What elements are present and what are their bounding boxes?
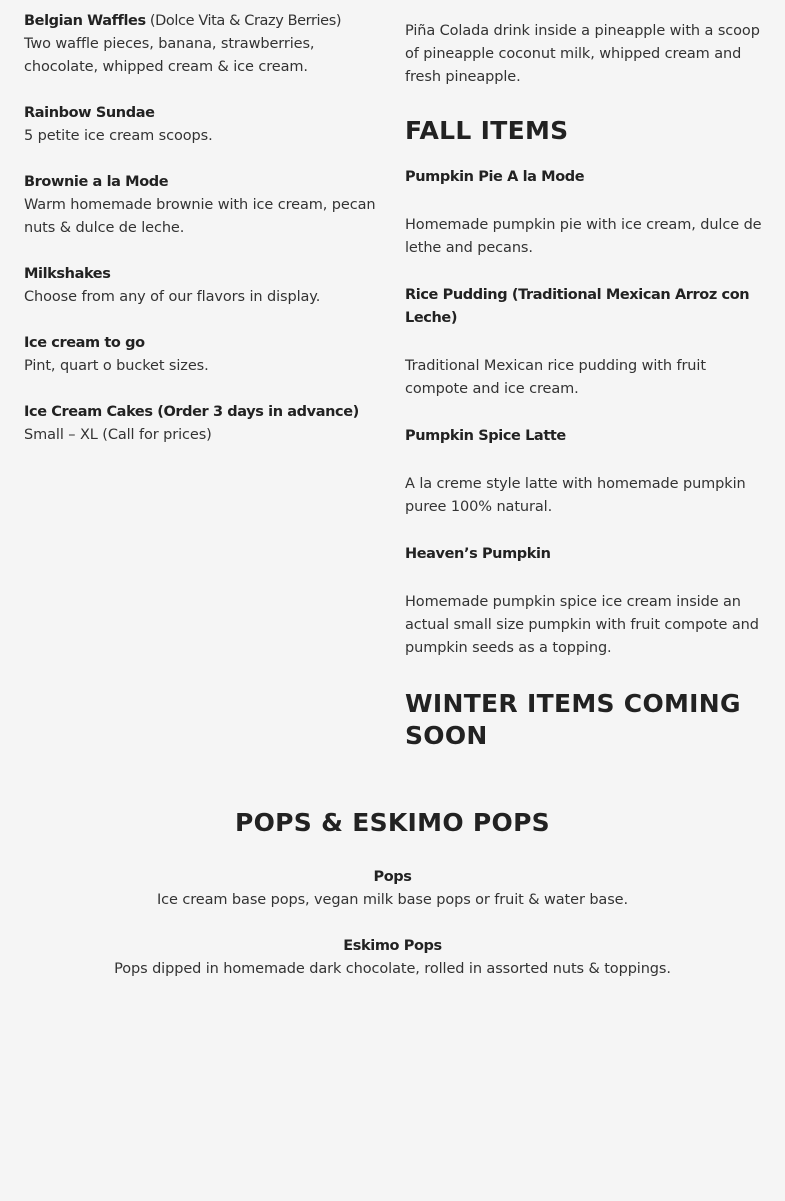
fall-item-title: Rice Pudding (Traditional Mexican Arroz con Leche) bbox=[405, 287, 750, 326]
menu-item-description: Small – XL (Call for prices) bbox=[24, 427, 212, 443]
fall-item-title: Pumpkin Pie A la Mode bbox=[405, 169, 585, 185]
menu-item-description: Pint, quart o bucket sizes. bbox=[24, 358, 209, 374]
menu-item-brownie-a-la-mode bbox=[24, 171, 384, 240]
menu-item-description: Warm homemade brownie with ice cream, pecan nuts & dulce de leche. bbox=[24, 197, 376, 236]
right-menu-column bbox=[405, 20, 770, 771]
menu-item-ice-cream-to-go bbox=[24, 332, 384, 378]
fall-item-pumpkin-pie bbox=[405, 166, 770, 260]
menu-item-ice-cream-cakes bbox=[24, 401, 384, 447]
fall-item-title: Heaven’s Pumpkin bbox=[405, 546, 551, 562]
fall-item-heavens-pumpkin bbox=[405, 543, 770, 660]
menu-item-subtitle: (Dolce Vita & Crazy Berries) bbox=[145, 13, 342, 29]
menu-item-description: 5 petite ice cream scoops. bbox=[24, 128, 213, 144]
fall-item-pumpkin-spice-latte bbox=[405, 425, 770, 519]
fall-item-rice-pudding bbox=[405, 284, 770, 401]
menu-item-belgian-waffles bbox=[24, 10, 384, 79]
menu-item-milkshakes bbox=[24, 263, 384, 309]
pop-item-description: Ice cream base pops, vegan milk base pops or fruit & water base. bbox=[157, 892, 628, 908]
menu-item-title: Milkshakes bbox=[24, 266, 111, 282]
pops-section bbox=[0, 806, 785, 1004]
fall-item-description: Homemade pumpkin spice ice cream inside an actual small size pumpkin with fruit compote and pumpkin seeds as a topping. bbox=[405, 594, 759, 656]
menu-item-description: Choose from any of our flavors in display. bbox=[24, 289, 321, 305]
menu-item-title: Belgian Waffles bbox=[24, 13, 146, 29]
pina-colada-description: Piña Colada drink inside a pineapple with a scoop of pineapple coconut milk, whipped cream and fresh pineapple. bbox=[405, 23, 760, 85]
pop-item-title: Eskimo Pops bbox=[343, 938, 442, 954]
pops-heading: POPS & ESKIMO POPS bbox=[234, 808, 550, 837]
menu-item-title: Rainbow Sundae bbox=[24, 105, 155, 121]
fall-item-description: Homemade pumpkin pie with ice cream, dulce de lethe and pecans. bbox=[405, 217, 762, 256]
menu-item-title: Ice Cream Cakes (Order 3 days in advance) bbox=[24, 404, 359, 420]
menu-item-description: Two waffle pieces, banana, strawberries, chocolate, whipped cream & ice cream. bbox=[24, 36, 315, 75]
left-menu-column bbox=[24, 10, 384, 470]
pop-item-title: Pops bbox=[373, 869, 412, 885]
fall-item-description: Traditional Mexican rice pudding with fruit compote and ice cream. bbox=[405, 358, 706, 397]
menu-item-title: Ice cream to go bbox=[24, 335, 145, 351]
menu-item-rainbow-sundae bbox=[24, 102, 384, 148]
fall-item-description: A la creme style latte with homemade pumpkin puree 100% natural. bbox=[405, 476, 746, 515]
fall-items-heading: FALL ITEMS bbox=[405, 116, 569, 145]
pop-item-pops bbox=[0, 866, 785, 912]
pop-item-description: Pops dipped in homemade dark chocolate, rolled in assorted nuts & toppings. bbox=[114, 961, 671, 977]
fall-item-title: Pumpkin Spice Latte bbox=[405, 428, 566, 444]
winter-items-heading: WINTER ITEMS COMING SOON bbox=[405, 689, 741, 750]
menu-item-title: Brownie a la Mode bbox=[24, 174, 169, 190]
pop-item-eskimo-pops bbox=[0, 935, 785, 981]
